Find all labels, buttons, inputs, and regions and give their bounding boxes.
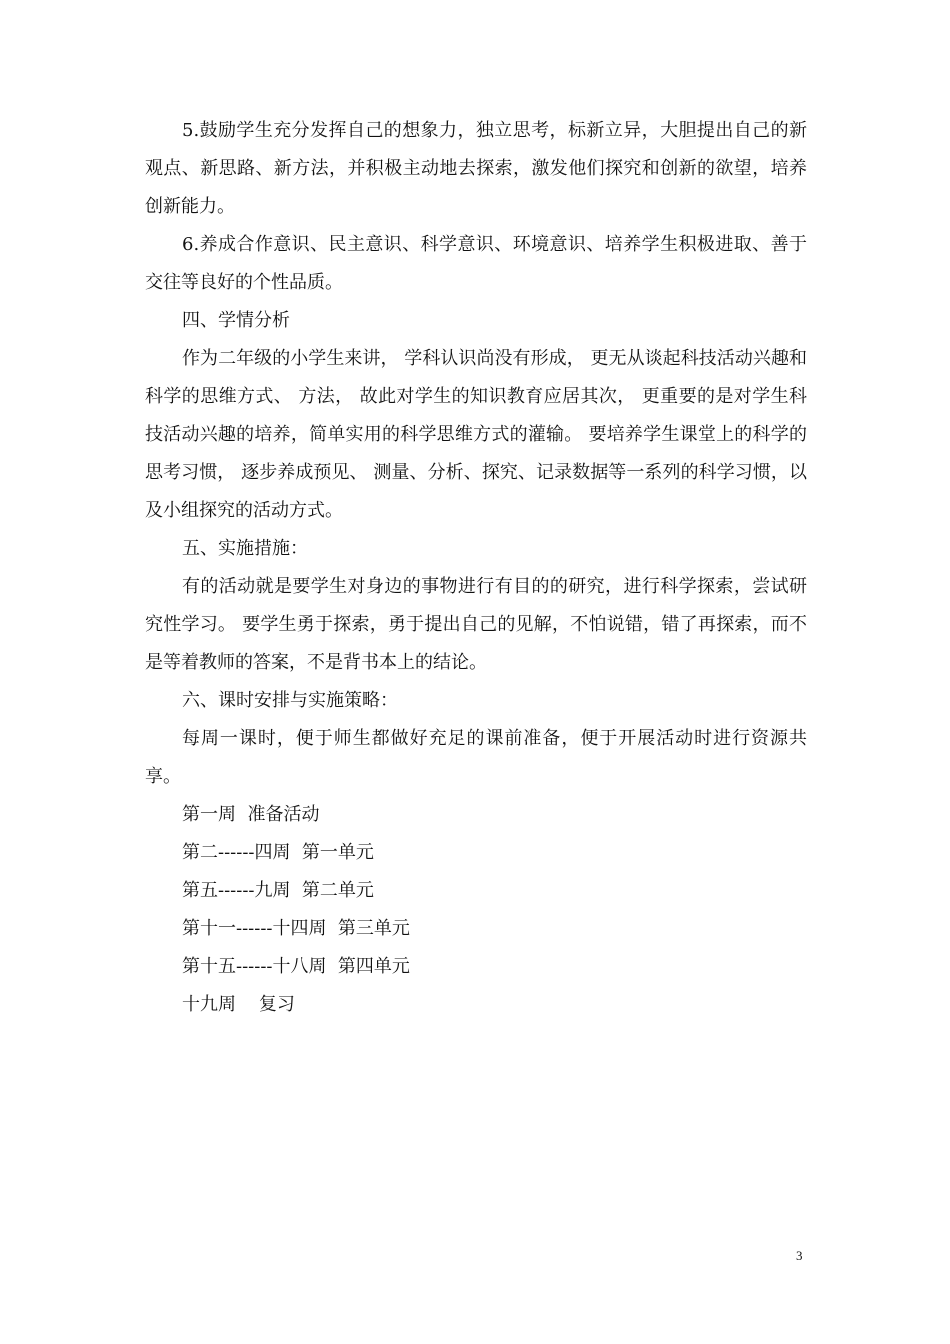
schedule-item: 第十一------十四周 第三单元 — [182, 918, 410, 939]
schedule-list — [145, 796, 807, 1024]
schedule-item: 第一周 准备活动 — [182, 804, 320, 825]
paragraph-student-analysis: 作为二年级的小学生来讲， 学科认识尚没有形成， 更无从谈起科技活动兴趣和科学的思维方式、 方法， 故此对学生的知识教育应居其次， 更重要的是对学生科技活动兴趣的培养，简单实用的科学思维方式的灌输。 要培养学生课堂上的科学的思考习惯， 逐步养成预见、 测量、分析、探究、记录数据等一系列的科学习惯，以及小组探究的活动方式。 — [145, 348, 807, 521]
paragraph-goal-6: 6.养成合作意识、民主意识、科学意识、环境意识、培养学生积极进取、善于交往等良好的个性品质。 — [145, 234, 807, 293]
section-heading-student-analysis: 四、学情分析 — [182, 310, 290, 331]
schedule-item: 十九周 复习 — [182, 994, 295, 1015]
page-number: 3 — [796, 1248, 803, 1263]
document-body — [145, 112, 807, 1024]
schedule-item: 第五------九周 第二单元 — [182, 880, 374, 901]
section-heading-schedule: 六、课时安排与实施策略： — [182, 690, 398, 711]
paragraph-schedule-intro: 每周一课时，便于师生都做好充足的课前准备，便于开展活动时进行资源共享。 — [145, 728, 807, 787]
paragraph-measures: 有的活动就是要学生对身边的事物进行有目的的研究，进行科学探索，尝试研究性学习。 要学生勇于探索，勇于提出自己的见解，不怕说错，错了再探索，而不是等着教师的答案，不是背书本上的结论。 — [145, 576, 807, 673]
schedule-item: 第二------四周 第一单元 — [182, 842, 374, 863]
paragraph-goal-5: 5.鼓励学生充分发挥自己的想象力，独立思考，标新立异，大胆提出自己的新观点、新思路、新方法，并积极主动地去探索，激发他们探究和创新的欲望，培养创新能力。 — [145, 120, 807, 217]
section-heading-measures: 五、实施措施： — [182, 538, 308, 559]
schedule-item: 第十五------十八周 第四单元 — [182, 956, 410, 977]
